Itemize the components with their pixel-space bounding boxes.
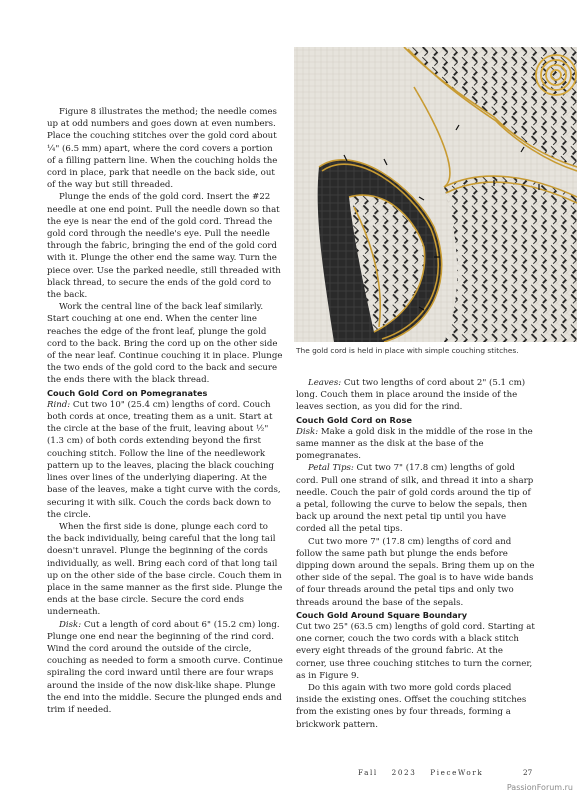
paragraph bbox=[296, 426, 536, 463]
paragraph bbox=[47, 399, 283, 521]
paragraph: Do this again with two more gold cords placed inside the existing ones. Offset the couching stitches from the existing ones by four threads, forming a brickwork pattern. bbox=[296, 683, 527, 730]
left-column bbox=[47, 106, 283, 716]
lead-term: Leaves: bbox=[308, 378, 342, 388]
watermark: PassionForum.ru bbox=[506, 783, 573, 792]
embroidery-photo bbox=[294, 47, 577, 342]
paragraph-body: Make a gold disk in the middle of the rose in the same manner as the disk at the base of the pomegranates. bbox=[296, 426, 533, 462]
paragraph: Cut two 25" (63.5 cm) lengths of gold cord. Starting at one corner, couch the two cords with a black stitch every eight threads of the ground fabric. At the corner, use three couching stitches to turn the corner, as in Figure 9. bbox=[296, 622, 535, 681]
lead-term: Disk: bbox=[296, 426, 319, 437]
section-heading: Couch Gold Around Square Boundary bbox=[296, 609, 468, 620]
section-heading: Couch Gold Cord on Pomegranates bbox=[47, 387, 208, 398]
photo-caption: The gold cord is held in place with simple couching stitches. bbox=[296, 346, 519, 355]
footer-magazine: PieceWork bbox=[430, 768, 484, 777]
lead-term: Disk: bbox=[59, 619, 82, 630]
paragraph: When the first side is done, plunge each cord to the back individually, being careful that the long tail doesn't unravel. Plunge the beginning of the cords individually, as well. Bring each cord of that long tail up on the other side of the base circle. Couch them in place in the same manner as the first side. Plunge the ends at the base circle. Secure the cord ends underneath. bbox=[47, 521, 283, 618]
paragraph: Plunge the ends of the gold cord. Insert the #22 needle at one end point. Pull the needle down so that the eye is near the end of the gold cord. Thread the gold cord through the needle's eye. Pull the needle through the fabric, bringing the end of the gold cord with it. Plunge the other end the same way. Turn the piece over. Use the parked needle, still threaded with black thread, to secure the ends of the gold cord to the back. bbox=[47, 192, 281, 301]
footer-season: Fall bbox=[358, 768, 378, 777]
lead-term: Rind: bbox=[47, 399, 71, 410]
right-column bbox=[296, 377, 536, 731]
footer-year: 2023 bbox=[391, 768, 417, 777]
lead-term: Petal Tips: bbox=[308, 463, 354, 474]
page-footer bbox=[358, 768, 493, 777]
paragraph bbox=[47, 619, 283, 717]
paragraph-body: Cut two 10" (25.4 cm) lengths of cord. Couch both cords at once, treating them as a unit. Start at the circle at the base of the fruit, leaving about ½" (1.3 cm) of both cords extending beyond the first couching stitch. Follow the line of the needlework pattern up to the leaves, placing the black couching lines over lines of the underlying diapering. At the base of the leaves, make a tight curve with the cords, securing it with silk. Couch the cords back down to the circle. bbox=[47, 399, 281, 520]
paragraph bbox=[296, 462, 536, 535]
paragraph: Cut two more 7" (17.8 cm) lengths of cord and follow the same path but plunge the ends before dipping down around the sepals. Bring them up on the other side of the sepal. The goal is to have wide bands of four threads around the petal tips and only two threads around the base of the sepals. bbox=[296, 536, 535, 608]
paragraph-body: Cut two 7" (17.8 cm) lengths of gold cord. Pull one strand of silk, and thread it into a sharp needle. Couch the pair of gold cords around the tip of a petal, following the curve to below the sepals, then back up around the next petal tip until you have corded all the petal tips. bbox=[296, 463, 534, 535]
paragraph: Work the central line of the back leaf similarly. Start couching at one end. When the center line reaches the edge of the front leaf, plunge the gold cord to the back. Bring the cord up on the other side of the near leaf. Continue couching it in place. Plunge the two ends of the gold cord to the back and secure the ends there with the black thread. bbox=[47, 302, 283, 386]
page-number: 27 bbox=[523, 768, 533, 777]
paragraph: Figure 8 illustrates the method; the needle comes up at odd numbers and goes down at even numbers. Place the couching stitches over the gold cord about ¼" (6.5 mm) apart, where the cord covers a portion of a filling pattern line. When the couching holds the cord in place, park that needle on the back side, out of the way but still threaded. bbox=[47, 107, 278, 191]
section-heading: Couch Gold Cord on Rose bbox=[296, 414, 412, 425]
paragraph-body: Cut two lengths of cord about 2" (5.1 cm) long. Couch them in place around the inside of the leaves section, as you did for the rind. bbox=[296, 378, 526, 413]
paragraph bbox=[296, 377, 536, 414]
paragraph-body: Cut a length of cord about 6" (15.2 cm) long. Plunge one end near the beginning of the rind cord. Wind the cord around the outside of the circle, couching as needed to form a smooth curve. Continue spiraling the cord inward until there are four wraps around the inside of the now disk-like shape. Plunge the end into the middle. Secure the plunged ends and trim if needed. bbox=[47, 619, 283, 715]
